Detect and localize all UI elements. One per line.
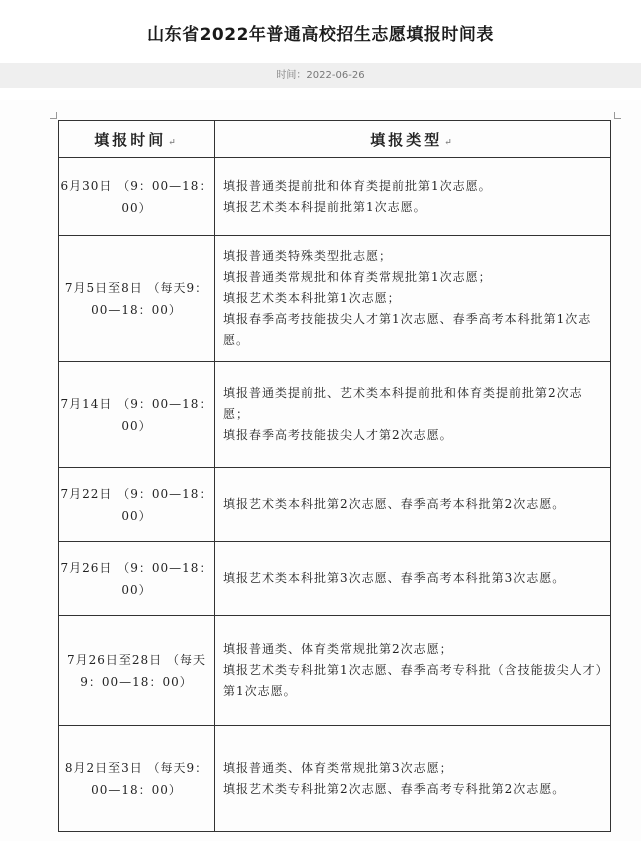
type-cell xyxy=(215,236,611,362)
margin-corner-mark xyxy=(614,112,621,119)
type-line: 填报普通类特殊类型批志愿； xyxy=(223,249,393,263)
document-area xyxy=(0,100,641,841)
time-hours: （每天9：00—18：00） xyxy=(80,652,207,689)
time-cell xyxy=(59,616,215,726)
time-cell xyxy=(59,542,215,616)
type-cell xyxy=(215,362,611,468)
type-line: 填报普通类常规批和体育类常规批第1次志愿； xyxy=(223,270,492,284)
table-row xyxy=(59,542,611,616)
time-date: 7月26日 xyxy=(60,560,113,575)
margin-corner-mark xyxy=(50,112,57,119)
table-header-row xyxy=(59,121,611,158)
time-hours: （9：00—18：00） xyxy=(117,560,213,597)
header-time: 填报时间 ↵ xyxy=(59,121,215,158)
time-cell xyxy=(59,362,215,468)
page-title: 山东省2022年普通高校招生志愿填报时间表 xyxy=(147,25,494,45)
type-line: 填报普通类提前批、艺术类本科提前批和体育类提前批第2次志愿； xyxy=(223,386,583,421)
type-line: 填报艺术类本科批第2次志愿、春季高考本科批第2次志愿。 xyxy=(223,497,566,511)
type-cell xyxy=(215,542,611,616)
table-row xyxy=(59,362,611,468)
time-cell xyxy=(59,726,215,832)
time-cell xyxy=(59,158,215,236)
type-line: 填报普通类提前批和体育类提前批第1次志愿。 xyxy=(223,178,492,193)
time-cell xyxy=(59,468,215,542)
time-hours: （每天9：00—18：00） xyxy=(91,280,209,317)
schedule-table xyxy=(58,120,611,832)
type-line: 填报艺术类本科批第1次志愿； xyxy=(223,291,401,305)
time-hours: （9：00—18：00） xyxy=(117,396,213,433)
type-line: 填报普通类、体育类常规批第2次志愿； xyxy=(223,642,453,656)
type-line: 填报艺术类本科批第3次志愿、春季高考本科批第3次志愿。 xyxy=(223,571,566,585)
table-row xyxy=(59,726,611,832)
time-date: 6月30日 xyxy=(60,178,113,193)
time-hours: （9：00—18：00） xyxy=(117,486,213,523)
type-line: 填报普通类、体育类常规批第3次志愿； xyxy=(223,760,453,775)
type-line: 填报春季高考技能拔尖人才第2次志愿。 xyxy=(223,428,453,442)
time-date: 7月26日至28日 xyxy=(66,652,163,667)
time-date: 8月2日至3日 xyxy=(64,760,143,775)
publish-time: 时间：2022-06-26 xyxy=(276,70,365,81)
table-row xyxy=(59,468,611,542)
table-row xyxy=(59,236,611,362)
time-date: 7月22日 xyxy=(60,486,113,501)
type-cell xyxy=(215,726,611,832)
time-date: 7月5日至8日 xyxy=(64,280,143,295)
table-row xyxy=(59,158,611,236)
meta-bar xyxy=(0,63,641,88)
time-cell xyxy=(59,236,215,362)
table-row xyxy=(59,616,611,726)
type-cell xyxy=(215,468,611,542)
time-date: 7月14日 xyxy=(60,396,113,411)
type-line: 填报春季高考技能拔尖人才第1次志愿、春季高考本科批第1次志愿。 xyxy=(223,312,592,347)
header-type: 填报类型 ↵ xyxy=(215,121,611,158)
type-line: 填报艺术类专科批第1次志愿、春季高考专科批（含技能拔尖人才）第1次志愿。 xyxy=(223,663,603,698)
type-line: 填报艺术类专科批第2次志愿、春季高考专科批第2次志愿。 xyxy=(223,781,566,796)
type-cell xyxy=(215,616,611,726)
time-hours: （9：00—18：00） xyxy=(117,178,213,215)
type-line: 填报艺术类本科提前批第1次志愿。 xyxy=(223,199,427,214)
type-cell xyxy=(215,158,611,236)
time-hours: （每天9：00—18：00） xyxy=(91,760,209,797)
